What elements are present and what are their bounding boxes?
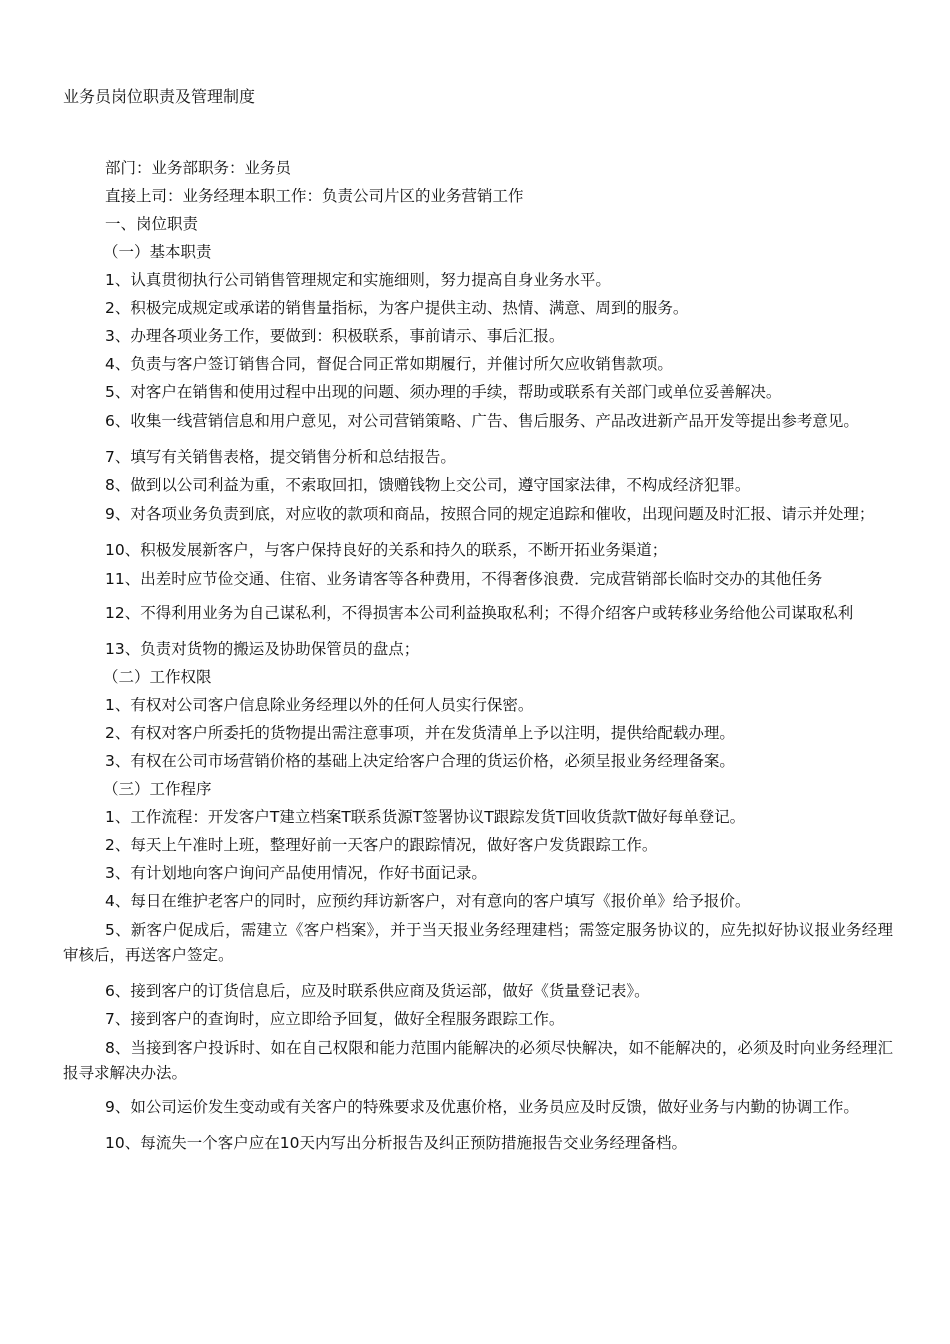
list-item: 7、接到客户的查询时，应立即给予回复，做好全程服务跟踪工作。 (105, 1010, 565, 1028)
list-item: 9、如公司运价发生变动或有关客户的特殊要求及优惠价格，业务员应及时反馈，做好业务与内勤的协调工作。 (105, 1098, 859, 1116)
section-heading: 一、岗位职责 (105, 215, 199, 233)
list-item: 11、出差时应节俭交通、住宿、业务请客等各种费用，不得奢侈浪费．完成营销部长临时交办的其他任务 (105, 570, 823, 588)
list-item: 4、负责与客户签订销售合同，督促合同正常如期履行，并催讨所欠应收销售款项。 (105, 355, 673, 373)
document-title: 业务员岗位职责及管理制度 (63, 87, 256, 106)
list-item: 8、当接到客户投诉时、如在自己权限和能力范围内能解决的必须尽快解决，如不能解决的，必须及时向业务经理汇报寻求解决办法。 (63, 1039, 893, 1082)
list-item: 9、对各项业务负责到底，对应收的款项和商品，按照合同的规定追踪和催收，出现问题及时汇报、请示并处理； (105, 505, 875, 523)
document-body (63, 154, 893, 1157)
list-item: 10、积极发展新客户，与客户保持良好的关系和持久的联系，不断开拓业务渠道； (105, 541, 668, 559)
list-item: 6、接到客户的订货信息后，应及时联系供应商及货运部，做好《货量登记表》。 (105, 982, 650, 1000)
subsection-heading-work-authority: （二）工作权限 (103, 668, 212, 686)
list-item: 8、做到以公司利益为重，不索取回扣，馈赠钱物上交公司，遵守国家法律，不构成经济犯罪。 (105, 476, 751, 494)
list-item: 10、每流失一个客户应在10天内写出分析报告及纠正预防措施报告交业务经理备档。 (105, 1134, 687, 1152)
subsection-heading-work-procedure: （三）工作程序 (103, 780, 212, 798)
list-item: 2、有权对客户所委托的货物提出需注意事项，并在发货清单上予以注明，提供给配载办理。 (105, 724, 735, 742)
list-item: 12、不得利用业务为自己谋私利，不得损害本公司利益换取私利；不得介绍客户或转移业务给他公司谋取私利 (105, 604, 854, 622)
list-item: 1、有权对公司客户信息除业务经理以外的任何人员实行保密。 (105, 696, 534, 714)
header-line-department: 部门：业务部职务：业务员 (105, 159, 292, 177)
list-item: 6、收集一线营销信息和用户意见，对公司营销策略、广告、售后服务、产品改进新产品开发等提出参考意见。 (105, 412, 859, 430)
header-line-supervisor: 直接上司：业务经理本职工作：负责公司片区的业务营销工作 (105, 187, 524, 205)
list-item: 2、积极完成规定或承诺的销售量指标，为客户提供主动、热情、满意、周到的服务。 (105, 299, 689, 317)
list-item: 1、工作流程：开发客户T建立档案T联系货源T签署协议T跟踪发货T回收货款T做好每单登记。 (105, 808, 746, 826)
list-item: 7、填写有关销售表格，提交销售分析和总结报告。 (105, 448, 456, 466)
list-item: 4、每日在维护老客户的同时，应预约拜访新客户，对有意向的客户填写《报价单》给予报价。 (105, 892, 751, 910)
subsection-heading-basic-duties: （一）基本职责 (103, 243, 212, 261)
list-item: 5、对客户在销售和使用过程中出现的问题、须办理的手续，帮助或联系有关部门或单位妥善解决。 (105, 383, 782, 401)
list-item: 3、有权在公司市场营销价格的基础上决定给客户合理的货运价格，必须呈报业务经理备案。 (105, 752, 735, 770)
list-item: 1、认真贯彻执行公司销售管理规定和实施细则，努力提高自身业务水平。 (105, 271, 611, 289)
list-item: 5、新客户促成后，需建立《客户档案》，并于当天报业务经理建档；需签定服务协议的，应先拟好协议报业务经理审核后，再送客户签定。 (63, 921, 893, 964)
list-item: 2、每天上午准时上班，整理好前一天客户的跟踪情况，做好客户发货跟踪工作。 (105, 836, 658, 854)
list-item: 3、有计划地向客户询问产品使用情况，作好书面记录。 (105, 864, 487, 882)
list-item: 13、负责对货物的搬运及协助保管员的盘点； (105, 640, 420, 658)
list-item: 3、办理各项业务工作，要做到：积极联系，事前请示、事后汇报。 (105, 327, 565, 345)
